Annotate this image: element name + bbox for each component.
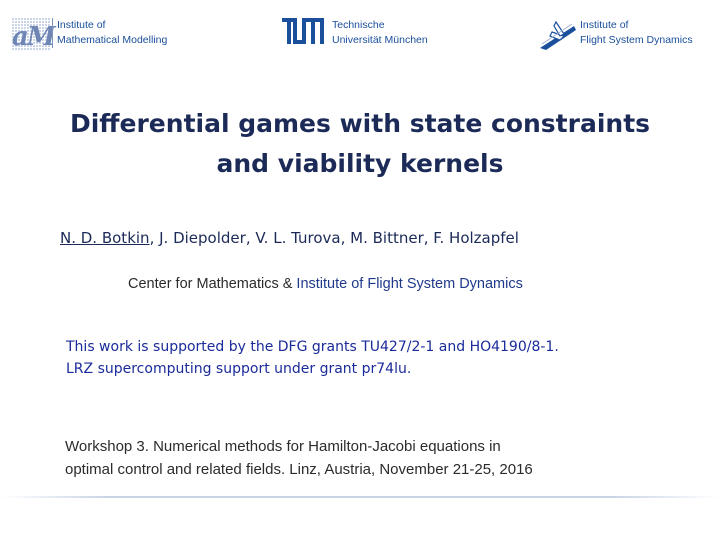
workshop-line2: optimal control and related fields. Linz, Austria, November 21-25, 2016 (65, 461, 533, 478)
flight-dynamics-label-line2: Flight System Dynamics (580, 34, 693, 46)
tum-label (332, 18, 428, 48)
workshop-info (65, 435, 533, 481)
aircraft-logo-icon (538, 18, 578, 50)
title-line1: Differential games with state constraints (69, 109, 651, 138)
affiliation-part2: Institute of Flight System Dynamics (296, 276, 523, 292)
author-4: M. Bittner (350, 229, 424, 247)
title-line2: and viability kernels (216, 149, 504, 178)
tum-label-line2: Universität München (332, 34, 428, 46)
author-3: V. L. Turova (255, 229, 341, 247)
flight-dynamics-label-line1: Institute of (580, 19, 629, 31)
flight-dynamics-label (580, 18, 693, 48)
author-2: J. Diepolder (159, 229, 246, 247)
affiliation-part1: Center for Mathematics & (128, 276, 297, 292)
svg-text:M: M (27, 22, 56, 52)
footer-divider (0, 496, 720, 498)
tum-logo-icon (282, 18, 326, 46)
author-5: F. Holzapfel (433, 229, 519, 247)
workshop-line1: Workshop 3. Numerical methods for Hamilton-Jacobi equations in (65, 438, 501, 455)
affiliation (128, 276, 523, 292)
funding-acknowledgement (66, 336, 559, 380)
author-list: N. D. Botkin, J. Diepolder, V. L. Turova, M. Bittner, F. Holzapfel (60, 229, 519, 247)
slide-title (20, 104, 700, 184)
math-modelling-label-line2: Mathematical Modelling (57, 34, 168, 46)
logo-mathematical-modelling (12, 18, 167, 50)
author-presenting: N. D. Botkin (60, 229, 150, 247)
tum-label-line1: Technische (332, 19, 385, 31)
funding-line2: LRZ supercomputing support under grant pr74lu. (66, 361, 412, 377)
funding-line1: This work is supported by the DFG grants TU427/2-1 and HO4190/8-1. (66, 339, 559, 355)
logo-tum (282, 18, 428, 48)
math-modelling-label-line1: Institute of (57, 19, 106, 31)
svg-text:a: a (12, 22, 29, 52)
math-modelling-label (52, 18, 167, 48)
math-modelling-logo-icon (12, 18, 56, 52)
logo-flight-system-dynamics (538, 18, 693, 50)
